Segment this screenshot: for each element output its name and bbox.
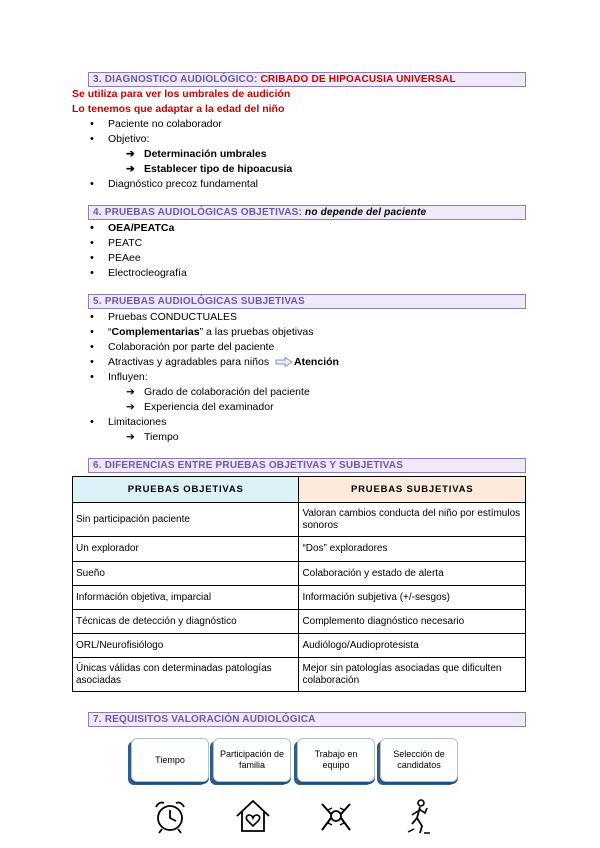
table-cell: ORL/Neurofisiólogo xyxy=(73,634,299,658)
table-cell: Audiólogo/Audioprotesista xyxy=(299,634,526,658)
alarm-clock-icon xyxy=(150,796,190,836)
table-cell: Sin participación paciente xyxy=(73,503,299,537)
table-cell: Únicas válidas con determinadas patologías asociadas xyxy=(73,658,299,692)
list-item: • Diagnóstico precoz fundamental xyxy=(90,177,292,192)
section-3-heading xyxy=(88,72,526,87)
list-item: • OEA/PEATCa xyxy=(90,221,187,236)
section-4-heading xyxy=(88,205,526,220)
list-subitem: ➔ Experiencia del examinador xyxy=(126,401,274,413)
requirement-card-team: Trabajo en equipo xyxy=(297,738,375,782)
section-7-heading xyxy=(88,712,526,727)
comparison-table xyxy=(72,476,526,692)
table-header-row xyxy=(73,477,526,503)
section-3-list xyxy=(90,117,292,192)
list-item: • Atractivas y agradables para niños Atención xyxy=(90,355,339,370)
table-row xyxy=(73,586,526,610)
section-7-title: 7. REQUISITOS VALORACIÓN AUDIOLÓGICA xyxy=(93,714,316,725)
column-header-subjective: PRUEBAS SUBJETIVAS xyxy=(299,477,526,503)
section-5-heading xyxy=(88,294,526,309)
red-note-2: Lo tenemos que adaptar a la edad del niño xyxy=(72,103,285,115)
section-5-title: 5. PRUEBAS AUDIOLÓGICAS SUBJETIVAS xyxy=(93,296,305,307)
table-cell: Complemento diagnóstico necesario xyxy=(299,610,526,634)
table-cell: Técnicas de detección y diagnóstico xyxy=(73,610,299,634)
table-cell: Colaboración y estado de alerta xyxy=(299,562,526,586)
table-row xyxy=(73,658,526,692)
list-subitem: ➔ Determinación umbrales xyxy=(126,148,267,160)
arrow-right-icon: ➔ xyxy=(126,386,135,398)
list-item: • Objetivo: xyxy=(90,132,292,147)
requirement-card-time: Tiempo xyxy=(131,738,209,782)
teamwork-hands-icon xyxy=(316,796,356,836)
table-cell: Mejor sin patologías asociadas que dificulten colaboración xyxy=(299,658,526,692)
table-row xyxy=(73,562,526,586)
table-row xyxy=(73,537,526,562)
section-3-title: 3. DIAGNOSTICO AUDIOLÓGICO: xyxy=(93,74,258,85)
house-heart-icon xyxy=(233,796,273,836)
arrow-right-icon: ➔ xyxy=(126,163,135,175)
list-item: • Electrocleografía xyxy=(90,266,187,281)
list-item: • Colaboración por parte del paciente xyxy=(90,340,339,355)
section-4-title-note: no depende del paciente xyxy=(305,207,427,218)
list-item: • Paciente no colaborador xyxy=(90,117,292,132)
table-cell: Información subjetiva (+/-sesgos) xyxy=(299,586,526,610)
section-5-list xyxy=(90,310,339,445)
table-cell: Valoran cambios conducta del niño por estímulos sonoros xyxy=(299,503,526,537)
table-cell: Un explorador xyxy=(73,537,299,562)
list-subitem: ➔ Grado de colaboración del paciente xyxy=(126,386,310,398)
table-cell: Información objetiva, imparcial xyxy=(73,586,299,610)
list-subitem: ➔ Tiempo xyxy=(126,431,179,443)
arrow-right-icon: ➔ xyxy=(126,148,135,160)
arrow-right-icon xyxy=(275,357,293,367)
red-note-1: Se utiliza para ver los umbrales de audición xyxy=(72,88,291,100)
list-item: • Influyen: xyxy=(90,370,339,385)
section-4-list xyxy=(90,221,187,281)
table-cell: “Dos” exploradores xyxy=(299,537,526,562)
list-item: • PEATC xyxy=(90,236,187,251)
table-row xyxy=(73,503,526,537)
table-row xyxy=(73,634,526,658)
requirement-card-candidates: Selección de candidatos xyxy=(380,738,458,782)
table-row xyxy=(73,610,526,634)
section-6-heading xyxy=(88,458,526,473)
table-cell: Sueño xyxy=(73,562,299,586)
arrow-right-icon: ➔ xyxy=(126,431,135,443)
list-item: • PEAee xyxy=(90,251,187,266)
list-item: • “Complementarias” a las pruebas objetivas xyxy=(90,325,339,340)
list-item: • Limitaciones xyxy=(90,415,339,430)
person-climbing-icon xyxy=(398,796,438,836)
section-6-title: 6. DIFERENCIAS ENTRE PRUEBAS OBJETIVAS Y SUBJETIVAS xyxy=(93,460,404,471)
arrow-right-icon: ➔ xyxy=(126,401,135,413)
section-4-title: 4. PRUEBAS AUDIOLÓGICAS OBJETIVAS: xyxy=(93,207,303,218)
list-subitem: ➔ Establecer tipo de hipoacusia xyxy=(126,163,293,175)
requirement-card-family: Participación de familia xyxy=(213,738,291,782)
column-header-objective: PRUEBAS OBJETIVAS xyxy=(73,477,299,503)
section-3-title-highlight: CRIBADO DE HIPOACUSIA UNIVERSAL xyxy=(260,74,456,85)
list-item: • Pruebas CONDUCTUALES xyxy=(90,310,339,325)
